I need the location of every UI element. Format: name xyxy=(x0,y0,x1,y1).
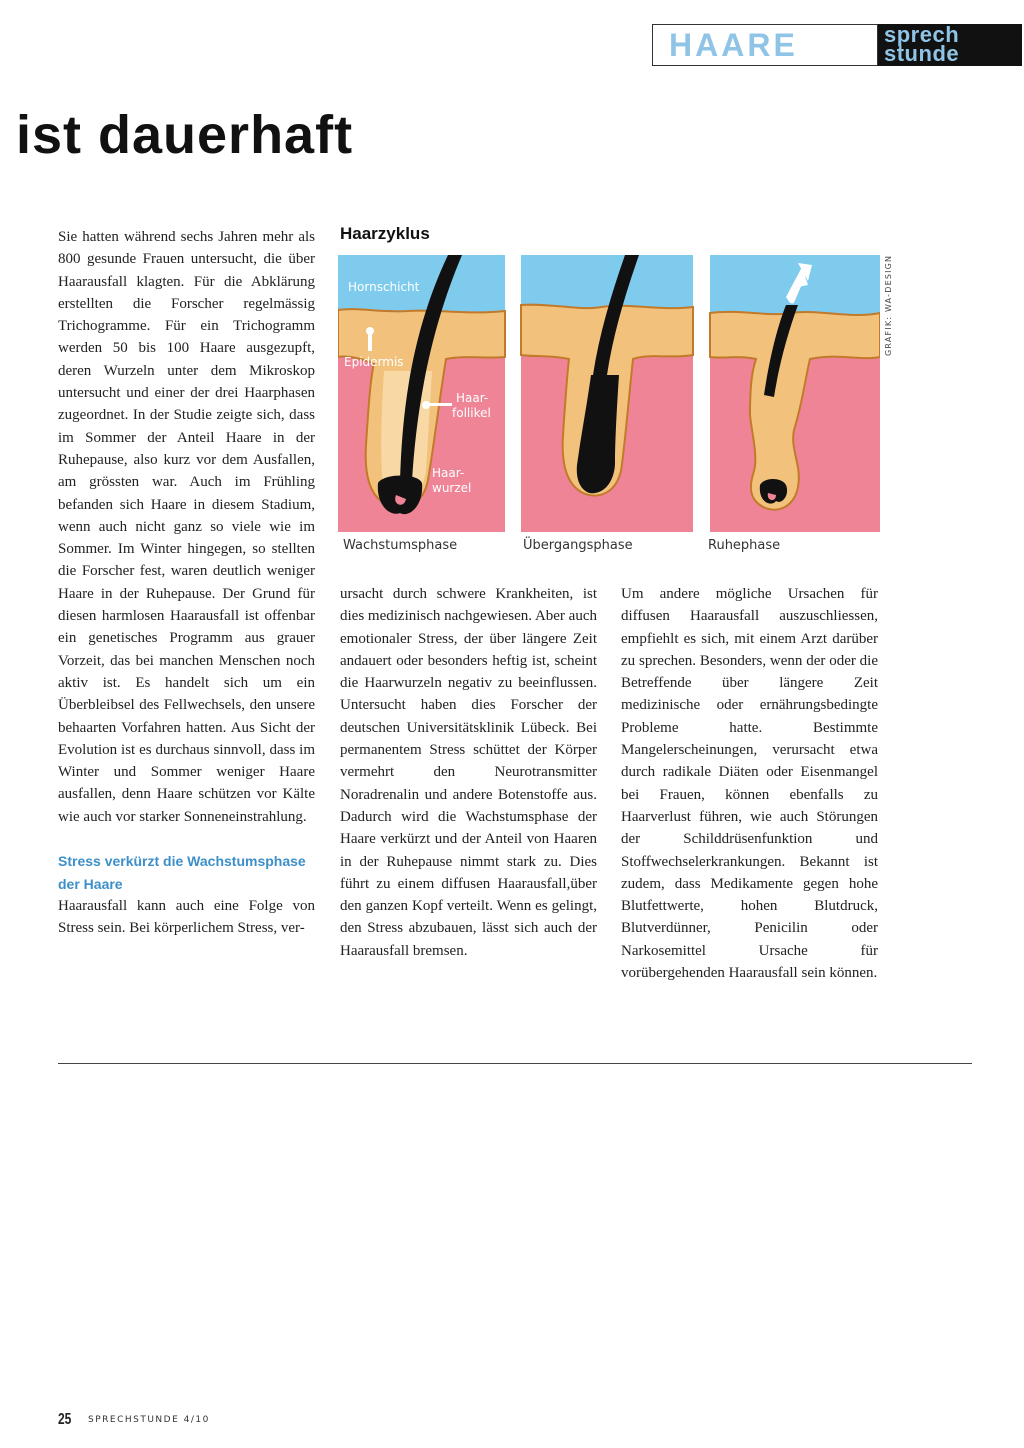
hair-cycle-illustration xyxy=(338,255,880,532)
graphic-credit xyxy=(878,254,900,362)
caption-ruhephase: Ruhephase xyxy=(708,538,781,553)
page-number: 25 xyxy=(58,1411,72,1428)
body-paragraph: Haarausfall kann auch eine Folge von Stress sein. Bei körperlichem Stress, ver- xyxy=(58,898,315,937)
hair-cycle-graphic xyxy=(338,255,880,532)
label-epidermis: Epidermis xyxy=(344,355,404,369)
label-haarwurzel-line1: Haar- xyxy=(432,466,465,480)
logo-haare-box xyxy=(652,24,878,66)
graphic-credit-text: GRAFIK: WA-DESIGN xyxy=(884,254,893,356)
figure-title: Haarzyklus xyxy=(340,224,430,243)
label-haarfollikel-line2: follikel xyxy=(452,406,491,420)
text-column-2 xyxy=(340,583,597,962)
body-paragraph: Sie hatten während sechs Jahren mehr als 800 gesunde Frauen untersucht, die über Haarausfall klagten. Für die Abklärung erstellten die Forscher regelmässig Trichogramme. Für ein Trichogramm werden 50 bis 100 Haare ausgezupft, deren Wurzeln unter dem Mikroskop untersucht und einer der drei Haarphasen zugeordnet. In der Studie zeigte sich, dass im Sommer der Anteil Haare in der Ruhepause, also kurz vor dem Ausfallen, am grössten war. Auch im Frühling befanden sich Haare in diesem Stadium, wenn auch nicht ganz so viele wie im Sommer. Im Winter hingegen, so stellten die Forscher fest, waren deutlich weniger Haare in der Ruhepause. Der Grund für diesen harmlosen Haarausfall ist offenbar ein genetisches Programm aus grauer Vorzeit, das bei manchen Menschen noch aktiv ist. Es handelt sich um ein Überbleibsel des Fellwechsels, den unsere behaarten Vorfahren hatten. Aus Sicht der Evolution ist es durchaus sinnvoll, dass im Winter und Sommer weniger Haare ausfallen, denn Haare schützen vor Kälte wie auch vor starker Sonneneinstrahlung. xyxy=(58,229,315,825)
label-hornschicht: Hornschicht xyxy=(348,280,420,294)
panel-transition-phase xyxy=(521,255,693,532)
label-haarwurzel-line2: wurzel xyxy=(432,481,472,495)
magazine-logo xyxy=(652,24,1022,66)
body-paragraph: ursacht durch schwere Krankheiten, ist dies medizinisch nachgewiesen. Aber auch emotionaler Stress, der über längere Zeit andauert oder besonders heftig ist, scheint die Haarwurzeln negativ zu beeinflussen. Untersucht haben dies Forscher der deutschen Universitätsklinik Lübeck. Bei permanentem Stress schüttet der Körper vermehrt den Neurotransmitter Noradrenalin und andere Botenstoffe aus. Dadurch wird die Wachstumsphase der Haare verkürzt und der Anteil von Haaren in der Ruhepause nimmt stark zu. Dies führt zu einem diffusen Haarausfall,über den ganzen Kopf verteilt. Wenn es gelingt, den Stress abzubauen, lässt sich auch der Haarausfall bremsen. xyxy=(340,586,597,959)
article-headline: ist dauerhaft xyxy=(16,105,354,165)
label-haarfollikel-line1: Haar- xyxy=(456,391,489,405)
logo-haare-text: HAARE xyxy=(669,27,798,63)
panel-resting-phase xyxy=(710,255,880,532)
caption-uebergangsphase: Übergangsphase xyxy=(523,538,633,553)
footer-divider xyxy=(58,1063,972,1064)
section-subheading: Stress verkürzt die Wachstumsphase der Haare xyxy=(58,853,306,892)
caption-wachstumsphase: Wachstumsphase xyxy=(343,538,458,553)
logo-stunde-text: stunde xyxy=(884,41,960,66)
issue-label: SPRECHSTUNDE 4/10 xyxy=(88,1415,210,1425)
text-column-1 xyxy=(58,226,315,940)
logo-sprechstunde-box xyxy=(878,24,1022,66)
logo-sprech-text: sprech xyxy=(884,22,960,47)
text-column-3 xyxy=(621,583,878,984)
body-paragraph: Um andere mögliche Ursachen für diffusen Haarausfall auszuschliessen, empfiehlt es sich, mit einem Arzt darüber zu sprechen. Besonders, wenn der oder die Betreffende über längere Zeit medizinische oder ernährungsbedingte Probleme hatte. Bestimmte Mangelerscheinungen, verursacht etwa durch radikale Diäten oder Eisenmangel bei Frauen, können ebenfalls zu Haarverlust führen, wie auch Störungen der Schilddrüsenfunktion und Stoffwechselerkrankungen. Bekannt ist zudem, dass Medikamente gegen hohe Blutfettwerte, hohen Blutdruck, Blutverdünner, Penicilin oder Narkosemittel Ursache für vorübergehenden Haarausfall sein können. xyxy=(621,586,878,982)
